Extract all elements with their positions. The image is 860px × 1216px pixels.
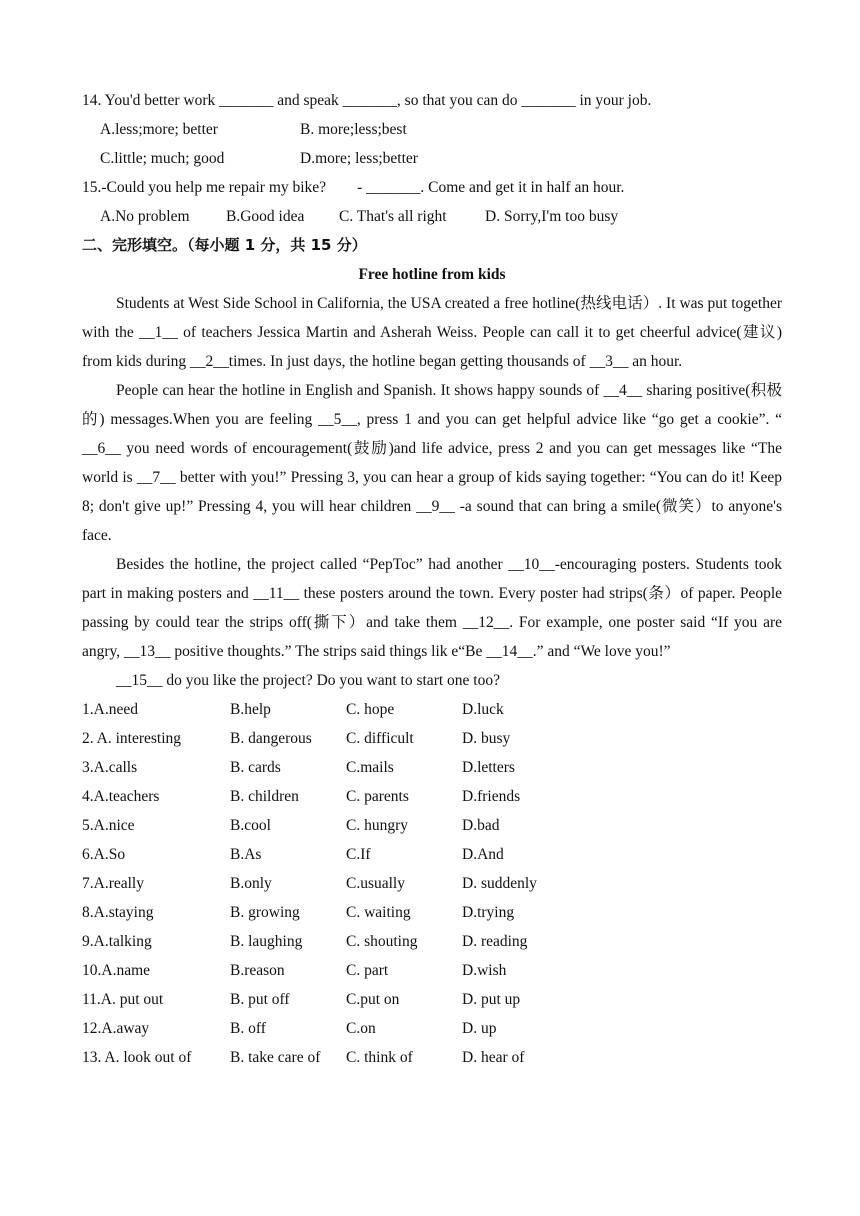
option-c: C. part bbox=[346, 962, 389, 979]
option-c: C. That's all right bbox=[339, 208, 447, 225]
option-a: A.less;more; better bbox=[100, 121, 218, 138]
option-a: 12.A.away bbox=[82, 1020, 150, 1037]
option-c: C.put on bbox=[346, 991, 400, 1008]
cloze-item-5 bbox=[82, 811, 782, 840]
cloze-item-12 bbox=[82, 1014, 782, 1043]
passage-title: Free hotline from kids bbox=[358, 266, 506, 283]
option-d: D. reading bbox=[462, 933, 528, 950]
exam-page bbox=[82, 86, 782, 1072]
option-b: B.help bbox=[230, 701, 271, 718]
passage-paragraph-4: __15__ do you like the project? Do you want to start one too? bbox=[116, 672, 500, 689]
question-14-stem: 14. You'd better work _______ and speak _______, so that you can do _______ in your job. bbox=[82, 92, 652, 109]
option-d: D. Sorry,I'm too busy bbox=[485, 208, 619, 225]
cloze-item-4 bbox=[82, 782, 782, 811]
option-b: B. take care of bbox=[230, 1049, 321, 1066]
question-14-options-row-2 bbox=[82, 144, 782, 173]
option-b: B. dangerous bbox=[230, 730, 312, 747]
option-c: C.little; much; good bbox=[100, 150, 225, 167]
option-c: C. hungry bbox=[346, 817, 408, 834]
option-d: D. put up bbox=[462, 991, 521, 1008]
option-c: C. think of bbox=[346, 1049, 413, 1066]
option-c: C. hope bbox=[346, 701, 395, 718]
option-c: C. shouting bbox=[346, 933, 418, 950]
option-b: B. more;less;best bbox=[300, 121, 407, 138]
option-b: B. put off bbox=[230, 991, 290, 1008]
option-b: B. off bbox=[230, 1020, 266, 1037]
cloze-item-2 bbox=[82, 724, 782, 753]
passage-paragraph-3: Besides the hotline, the project called “PepToc” had another __10__-encouraging posters. Students took part in making posters and __11__ these posters around the town. Every poster had strips(条）of paper. People passing by could tear the strips off(撕下）and take them __12__. For example, one poster said “If you are angry, __13__ positive thoughts.” The strips said things lik e“Be __14__.” and “We love you!” bbox=[82, 556, 782, 660]
cloze-item-10 bbox=[82, 956, 782, 985]
option-d: D. up bbox=[462, 1020, 497, 1037]
option-a: 2. A. interesting bbox=[82, 730, 182, 747]
option-b: B. children bbox=[230, 788, 299, 805]
option-c: C.usually bbox=[346, 875, 405, 892]
option-a: 11.A. put out bbox=[82, 991, 164, 1008]
passage-paragraph-1: Students at West Side School in California, the USA created a free hotline(热线电话）. It was put together with the __1__ of teachers Jessica Martin and Asherah Weiss. People can call it to get cheerful advice(建议) from kids during __2__times. In just days, the hotline began getting thousands of __3__ an hour. bbox=[82, 295, 782, 370]
cloze-item-1 bbox=[82, 695, 782, 724]
option-c: C. parents bbox=[346, 788, 409, 805]
option-a: 13. A. look out of bbox=[82, 1049, 192, 1066]
option-a: A.No problem bbox=[100, 208, 190, 225]
option-a: 1.A.need bbox=[82, 701, 138, 718]
cloze-options-list bbox=[82, 695, 782, 1072]
option-c: C.If bbox=[346, 846, 371, 863]
passage-paragraph-2: People can hear the hotline in English and Spanish. It shows happy sounds of __4__ sharing positive(积极的) messages.When you are feeling __5__, press 1 and you can get helpful advice like “go get a cookie”. “ __6__ you need words of encouragement(鼓励)and life advice, press 2 and you can get messages like “The world is __7__ better with you!” Pressing 3, you can hear a group of kids saying together: “You can do it! Keep 8; don't give up!” Pressing 4, you will hear children __9__ -a sound that can bring a smile(微笑）to anyone's face. bbox=[82, 382, 782, 544]
question-15-stem: 15.-Could you help me repair my bike? - _______. Come and get it in half an hour. bbox=[82, 179, 625, 196]
option-b: B. growing bbox=[230, 904, 300, 921]
option-d: D. hear of bbox=[462, 1049, 525, 1066]
option-a: 7.A.really bbox=[82, 875, 144, 892]
cloze-item-13 bbox=[82, 1043, 782, 1072]
question-14-options-row-1 bbox=[82, 115, 782, 144]
option-c: C.on bbox=[346, 1020, 376, 1037]
option-a: 8.A.staying bbox=[82, 904, 154, 921]
option-a: 3.A.calls bbox=[82, 759, 138, 776]
option-d: D.luck bbox=[462, 701, 504, 718]
option-b: B. cards bbox=[230, 759, 281, 776]
option-d: D.friends bbox=[462, 788, 521, 805]
cloze-item-3 bbox=[82, 753, 782, 782]
cloze-item-6 bbox=[82, 840, 782, 869]
cloze-item-11 bbox=[82, 985, 782, 1014]
question-15-options bbox=[82, 202, 782, 231]
option-c: C. waiting bbox=[346, 904, 411, 921]
option-d: D.more; less;better bbox=[300, 150, 418, 167]
cloze-item-8 bbox=[82, 898, 782, 927]
option-b: B.reason bbox=[230, 962, 285, 979]
option-d: D.bad bbox=[462, 817, 500, 834]
section-heading: 二、完形填空。（每小题 1 分，共 15 分） bbox=[82, 236, 367, 254]
option-c: C. difficult bbox=[346, 730, 414, 747]
option-b: B.cool bbox=[230, 817, 271, 834]
option-a: 5.A.nice bbox=[82, 817, 135, 834]
option-d: D.wish bbox=[462, 962, 507, 979]
option-a: 4.A.teachers bbox=[82, 788, 160, 805]
option-c: C.mails bbox=[346, 759, 394, 776]
option-b: B.Good idea bbox=[226, 208, 305, 225]
option-d: D.And bbox=[462, 846, 504, 863]
option-d: D.letters bbox=[462, 759, 515, 776]
option-b: B. laughing bbox=[230, 933, 303, 950]
cloze-item-7 bbox=[82, 869, 782, 898]
option-d: D. suddenly bbox=[462, 875, 537, 892]
option-a: 9.A.talking bbox=[82, 933, 152, 950]
option-a: 6.A.So bbox=[82, 846, 126, 863]
option-d: D. busy bbox=[462, 730, 511, 747]
option-b: B.As bbox=[230, 846, 262, 863]
option-a: 10.A.name bbox=[82, 962, 151, 979]
option-b: B.only bbox=[230, 875, 272, 892]
option-d: D.trying bbox=[462, 904, 515, 921]
cloze-item-9 bbox=[82, 927, 782, 956]
